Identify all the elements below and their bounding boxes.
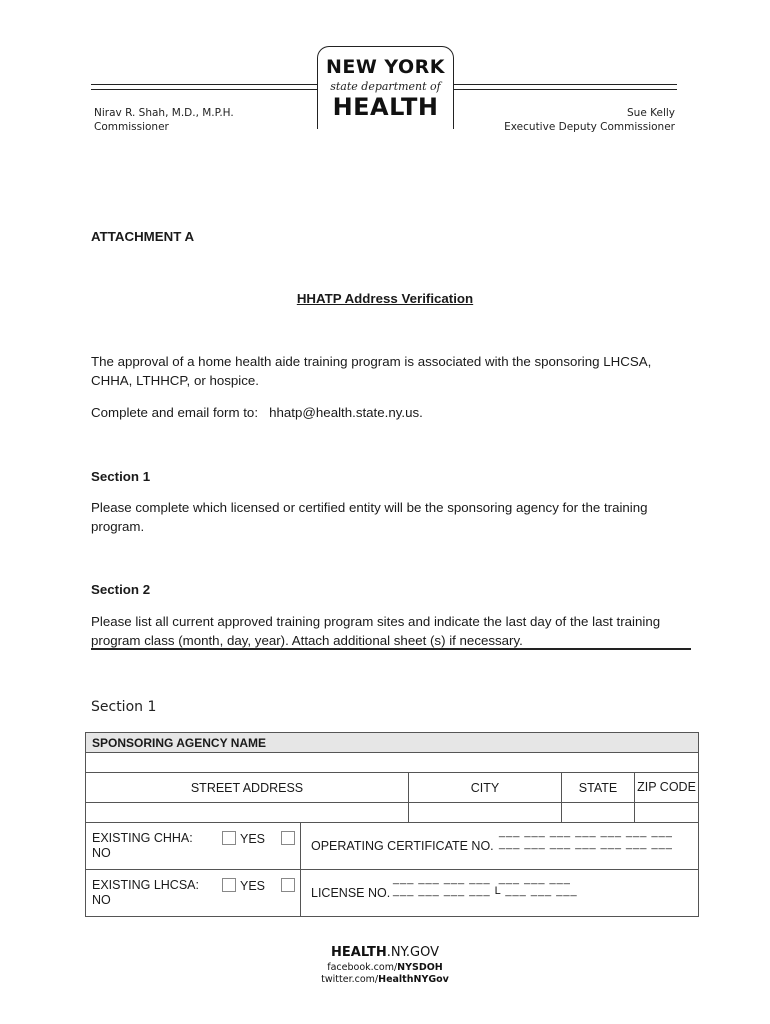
agency-name-input-row	[86, 753, 698, 773]
email-instruction-label: Complete and email form to:	[91, 405, 259, 420]
footer-site-domain: .NY.GOV	[386, 945, 439, 960]
commissioner-title: Commissioner	[94, 121, 169, 133]
sponsoring-agency-header: SPONSORING AGENCY NAME	[86, 733, 698, 752]
zip-code-header: ZIP CODE	[637, 780, 696, 794]
existing-lhcsa-label: EXISTING LHCSA:	[92, 878, 199, 892]
existing-chha-label: EXISTING CHHA:	[92, 831, 193, 845]
chha-no-label: NO	[92, 846, 111, 860]
logo-state-department: state department of	[330, 80, 441, 93]
form-section-label: Section 1	[91, 699, 157, 715]
footer-facebook[interactable]	[0, 962, 770, 974]
deputy-commissioner-title: Executive Deputy Commissioner	[504, 121, 675, 133]
email-address-link[interactable]: hhatp@health.state.ny.us	[269, 405, 420, 420]
state-header: STATE	[562, 773, 635, 802]
footer-site-health: HEALTH	[331, 945, 387, 960]
section2-text: Please list all current approved training program sites and indicate the last day of the last training program class (month, day, year). Attach additional sheet (s) if necessary.	[91, 614, 661, 648]
license-prefix-letter: L	[494, 885, 502, 897]
city-field[interactable]	[409, 803, 562, 822]
sponsoring-agency-form	[85, 732, 699, 917]
letterhead-rule-right-bottom	[452, 89, 677, 90]
footer-website[interactable]	[0, 945, 770, 960]
facebook-prefix: facebook.com/	[327, 962, 398, 973]
section1-heading: Section 1	[91, 469, 151, 484]
logo-new-york: NEW YORK	[325, 56, 446, 78]
footer-twitter[interactable]	[0, 974, 770, 986]
existing-lhcsa-cell	[86, 870, 301, 916]
commissioner-block	[94, 106, 234, 134]
operating-certificate-label: OPERATING CERTIFICATE NO.	[311, 839, 494, 853]
city-header: CITY	[409, 773, 562, 802]
commissioner-name: Nirav R. Shah, M.D., M.P.H.	[94, 107, 234, 119]
letterhead-rule-left-bottom	[91, 89, 317, 90]
street-address-header: STREET ADDRESS	[86, 773, 409, 802]
lhcsa-yes-label: YES	[240, 879, 266, 893]
zip-code-field[interactable]	[635, 803, 698, 822]
address-input-row	[86, 803, 698, 823]
form-title: HHATP Address Verification	[296, 291, 474, 306]
lhcsa-no-checkbox[interactable]	[281, 878, 295, 892]
agency-name-header-row	[86, 733, 698, 753]
operating-certificate-number-field[interactable]: ___ ___ ___ ___ ___ ___ ___ ___ ___ ___ ___ ___ ___ ___	[499, 826, 673, 850]
license-number-field[interactable]: ___ ___ ___ ___ ___ ___ ___ ___ ___ ___ ___ L ___ ___ ___	[393, 873, 578, 897]
sponsoring-agency-name-field[interactable]	[86, 753, 698, 772]
section2-heading: Section 2	[91, 582, 151, 597]
lhcsa-yes-checkbox[interactable]	[222, 878, 236, 892]
email-period: .	[419, 405, 423, 420]
twitter-prefix: twitter.com/	[321, 974, 379, 985]
section-divider	[91, 648, 691, 650]
existing-chha-cell	[86, 823, 301, 869]
license-cell	[301, 870, 698, 916]
street-address-field[interactable]	[86, 803, 409, 822]
letterhead-rule-left-top	[91, 84, 317, 85]
chha-yes-checkbox[interactable]	[222, 831, 236, 845]
existing-chha-row	[86, 823, 698, 870]
intro-paragraph: The approval of a home health aide training program is associated with the sponsoring LHCSA, CHHA, LTHHCP, or hospice.	[91, 354, 652, 388]
address-header-row	[86, 773, 698, 803]
license-label: LICENSE NO.	[311, 886, 391, 900]
section1-text: Please complete which licensed or certified entity will be the sponsoring agency for the training program.	[91, 500, 648, 534]
deputy-commissioner-block	[504, 106, 675, 134]
deputy-commissioner-name: Sue Kelly	[627, 107, 675, 119]
footer	[0, 945, 770, 986]
lhcsa-no-label: NO	[92, 893, 111, 907]
twitter-handle: HealthNYGov	[378, 974, 449, 985]
email-instruction	[91, 403, 696, 422]
state-field[interactable]	[562, 803, 635, 822]
attachment-label: ATTACHMENT A	[91, 229, 195, 244]
letterhead-rule-right-top	[452, 84, 677, 85]
facebook-handle: NYSDOH	[397, 962, 443, 973]
operating-certificate-cell	[301, 823, 698, 869]
logo-health: HEALTH	[332, 93, 439, 121]
nys-health-logo	[317, 46, 454, 129]
chha-no-checkbox[interactable]	[281, 831, 295, 845]
chha-yes-label: YES	[240, 832, 266, 846]
existing-lhcsa-row	[86, 870, 698, 916]
